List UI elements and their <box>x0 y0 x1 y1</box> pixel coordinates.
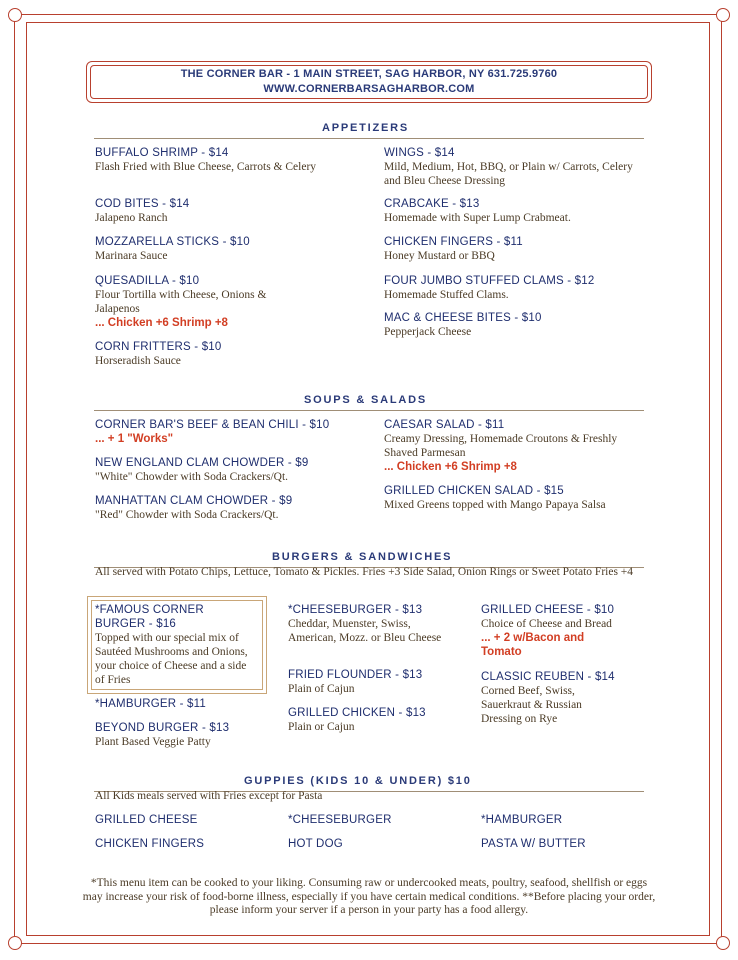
item-name: BEYOND BURGER - $13 <box>95 722 230 734</box>
kids-item: CHICKEN FINGERS <box>95 838 205 850</box>
item-addon: ... Chicken +6 Shrimp +8 <box>95 317 228 329</box>
section-title-burgers: BURGERS & SANDWICHES <box>272 551 453 563</box>
allergy-disclaimer: *This menu item can be cooked to your liking. Consuming raw or undercooked meats, poultry, seafood, shellfish or eggs may increase your risk of food-borne illness, especially if you have certain medical conditions. **Before placing your order, please inform your server if a person in your party has a food allergy. <box>82 877 656 916</box>
menu-item <box>384 274 644 302</box>
item-name: CRABCAKE - $13 <box>384 198 480 210</box>
item-name: CORNER BAR'S BEEF & BEAN CHILI - $10 <box>95 419 330 431</box>
item-desc: Choice of Cheese and Bread <box>481 618 612 630</box>
item-name: MOZZARELLA STICKS - $10 <box>95 236 250 248</box>
menu-item <box>95 274 310 330</box>
menu-item-featured <box>95 603 255 687</box>
menu-item <box>384 146 644 188</box>
menu-item <box>481 670 621 726</box>
item-desc: Homemade with Super Lump Crabmeat. <box>384 212 571 224</box>
item-name: GRILLED CHICKEN - $13 <box>288 707 426 719</box>
header-box <box>86 61 652 103</box>
item-addon: ... + 2 w/Bacon and Tomato <box>481 632 585 658</box>
kids-item: GRILLED CHEESE <box>95 814 198 826</box>
item-desc: Flour Tortilla with Cheese, Onions & Jalapenos <box>95 289 267 315</box>
header-website: WWW.CORNERBARSAGHARBOR.COM <box>263 83 475 95</box>
item-name: WINGS - $14 <box>384 147 455 159</box>
item-addon: ... + 1 "Works" <box>95 433 174 445</box>
item-desc: Creamy Dressing, Homemade Croutons & Freshly Shaved Parmesan <box>384 433 618 459</box>
menu-item <box>95 146 335 174</box>
item-name: *FAMOUS CORNER BURGER - $16 <box>95 604 204 630</box>
menu-item <box>384 235 644 263</box>
menu-item <box>481 603 646 659</box>
menu-item <box>95 418 365 446</box>
menu-item <box>95 235 335 263</box>
item-name: MAC & CHEESE BITES - $10 <box>384 312 542 324</box>
item-desc: Topped with our special mix of Sautéed Mushrooms and Onions, your choice of Cheese and a side of Fries <box>95 632 248 686</box>
item-name: *CHEESEBURGER - $13 <box>288 604 423 616</box>
item-desc: Corned Beef, Swiss, Sauerkraut & Russian Dressing on Rye <box>481 685 582 725</box>
section-title-appetizers: APPETIZERS <box>322 122 410 134</box>
item-name: GRILLED CHICKEN SALAD - $15 <box>384 485 564 497</box>
kids-item: *CHEESEBURGER <box>288 814 392 826</box>
menu-item <box>95 340 335 368</box>
section-rule <box>94 410 644 411</box>
section-note: All Kids meals served with Fries except for Pasta <box>95 790 323 802</box>
menu-item <box>288 706 453 734</box>
section-title-soups: SOUPS & SALADS <box>304 394 427 406</box>
item-name: CORN FRITTERS - $10 <box>95 341 222 353</box>
item-desc: "Red" Chowder with Soda Crackers/Qt. <box>95 509 279 521</box>
item-name: MANHATTAN CLAM CHOWDER - $9 <box>95 495 293 507</box>
menu-item <box>384 311 644 339</box>
kids-item: *HAMBURGER <box>481 814 563 826</box>
item-name: NEW ENGLAND CLAM CHOWDER - $9 <box>95 457 309 469</box>
menu-item <box>384 484 624 512</box>
menu-item <box>95 721 275 749</box>
item-desc: Cheddar, Muenster, Swiss, American, Mozz. or Bleu Cheese <box>288 618 442 644</box>
menu-item <box>384 418 624 474</box>
item-name: CHICKEN FINGERS - $11 <box>384 236 523 248</box>
corner-ornament <box>716 936 730 950</box>
item-name: COD BITES - $14 <box>95 198 190 210</box>
item-name: FRIED FLOUNDER - $13 <box>288 669 423 681</box>
item-name: FOUR JUMBO STUFFED CLAMS - $12 <box>384 275 595 287</box>
header-address: THE CORNER BAR - 1 MAIN STREET, SAG HARBOR, NY 631.725.9760 <box>180 68 558 80</box>
kids-item: HOT DOG <box>288 838 343 850</box>
item-desc: Plain or Cajun <box>288 721 355 733</box>
item-desc: Plant Based Veggie Patty <box>95 736 211 748</box>
item-desc: Mixed Greens topped with Mango Papaya Salsa <box>384 499 606 511</box>
corner-ornament <box>8 936 22 950</box>
item-desc: Horseradish Sauce <box>95 355 181 367</box>
item-desc: Plain of Cajun <box>288 683 355 695</box>
item-desc: Flash Fried with Blue Cheese, Carrots & Celery <box>95 161 317 173</box>
menu-item <box>288 603 453 645</box>
item-desc: Pepperjack Cheese <box>384 326 472 338</box>
section-rule <box>94 138 644 139</box>
section-title-kids: GUPPIES (KIDS 10 & UNDER) $10 <box>244 775 472 787</box>
item-desc: "White" Chowder with Soda Crackers/Qt. <box>95 471 289 483</box>
kids-item: PASTA W/ BUTTER <box>481 838 586 850</box>
menu-item <box>95 197 335 225</box>
item-desc: Homemade Stuffed Clams. <box>384 289 509 301</box>
item-name: QUESADILLA - $10 <box>95 275 200 287</box>
item-desc: Marinara Sauce <box>95 250 168 262</box>
menu-item <box>95 697 275 711</box>
item-addon: ... Chicken +6 Shrimp +8 <box>384 461 517 473</box>
corner-ornament <box>8 8 22 22</box>
menu-item <box>95 494 365 522</box>
item-desc: Honey Mustard or BBQ <box>384 250 495 262</box>
item-name: CLASSIC REUBEN - $14 <box>481 671 615 683</box>
menu-item <box>384 197 644 225</box>
section-note: All served with Potato Chips, Lettuce, Tomato & Pickles. Fries +3 Side Salad, Onion Rings or Sweet Potato Fries +4 <box>95 566 634 578</box>
item-name: CAESAR SALAD - $11 <box>384 419 505 431</box>
item-desc: Jalapeno Ranch <box>95 212 168 224</box>
item-name: *HAMBURGER - $11 <box>95 698 206 710</box>
corner-ornament <box>716 8 730 22</box>
menu-item <box>95 456 365 484</box>
menu-item <box>288 668 453 696</box>
item-name: GRILLED CHEESE - $10 <box>481 604 615 616</box>
item-desc: Mild, Medium, Hot, BBQ, or Plain w/ Carrots, Celery and Bleu Cheese Dressing <box>384 161 633 187</box>
item-name: BUFFALO SHRIMP - $14 <box>95 147 229 159</box>
